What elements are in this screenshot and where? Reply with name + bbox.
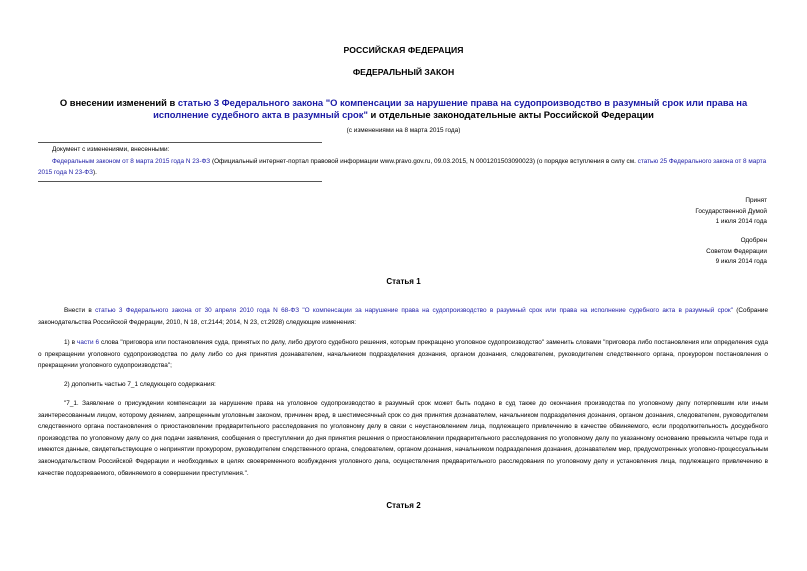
article-1-heading: Статья 1: [386, 277, 421, 286]
title-suffix: и отдельные законодательные акты Российской Федерации: [367, 109, 654, 120]
title-prefix: О внесении изменений в: [59, 97, 178, 108]
article-1-intro: [38, 305, 768, 328]
changes-text: (Официальный интернет-портал правовой информации www.pravo.gov.ru, 09.03.2015, N 0001201503090023) (о порядке вступления в силу см.: [210, 157, 638, 165]
title-link[interactable]: статью 3 Федерального закона "О компенсации за нарушение права на судопроизводство в разумный срок или права на исполнение судебного акта в разумный срок": [153, 97, 748, 120]
country-heading: РОССИЙСКАЯ ФЕДЕРАЦИЯ: [343, 45, 464, 55]
accepted-label: Принят: [745, 197, 767, 204]
article-2-heading: Статья 2: [386, 501, 421, 510]
adoption-block-duma: [567, 196, 767, 228]
divider-top: [38, 142, 322, 143]
item-1-link[interactable]: части 6: [77, 339, 100, 346]
article-1-intro-link[interactable]: статью 3 Федерального закона от 30 апреля 2010 года N 68-ФЗ "О компенсации за нарушение права на судопроизводство в разумный срок или права на исполнение судебного акта в разумный срок": [95, 307, 733, 314]
article-1-intro-pre: Внести в: [64, 307, 96, 314]
changes-link-article[interactable]: статью 25 Федерального закона от 8 марта 2015 года N 23-ФЗ: [38, 157, 767, 176]
approved-label: Одобрен: [740, 237, 767, 244]
item-2-text: 2) дополнить частью 7_1 следующего содержания:: [64, 381, 216, 388]
approved-by: Советом Федерации: [706, 247, 767, 255]
quote-text: "7_1. Заявление о присуждении компенсации за нарушение права на уголовное судопроизводство в разумный срок может быть подано в суд также до окончания производства по уголовному делу потерпевшим или иным заинтересованным лицом, которому деянием, запрещенным уголовным законом, причинен вред, в шестимесячный срок со дня принятия дознавателем, начальником подразделения дознания, органом дознания, следователем, руководителем следственного органа постановления о приостановлении предварительного расследования по уголовному делу в связи с неустановлением лица, подлежащего привлечению в качестве обвиняемого, если продолжительность досудебного производства по уголовному делу со дня подачи заявления, сообщения о преступлении до дня принятия решения о приостановлении предварительного расследования по уголовному делу по указанному основанию превысила четыре года и имеются данные, свидетельствующие о непринятии прокурором, руководителем следственного органа, следователем, органом дознания, начальником подразделения дознания, дознавателем мер, предусмотренных уголовно-процессуальным законодательством Российской Федерации и необходимых в целях своевременного возбуждения уголовного дела, осуществления предварительного расследования по уголовному делу и установления лица, подлежащего привлечению в качестве подозреваемого, обвиняемого в совершении преступления.".: [38, 400, 768, 477]
adoption-block-council: [567, 236, 767, 268]
document-subtitle: (с изменениями на 8 марта 2015 года): [346, 127, 461, 134]
item-1-pre: 1) в: [64, 339, 77, 346]
changes-note: [38, 144, 773, 179]
article-1-item-1: [38, 337, 768, 372]
accepted-by: Государственной Думой: [695, 207, 767, 215]
changes-text-end: ).: [93, 169, 97, 176]
accepted-date: 1 июля 2014 года: [715, 218, 767, 225]
doc-type-heading: ФЕДЕРАЛЬНЫЙ ЗАКОН: [352, 67, 455, 77]
article-1-item-2: [38, 379, 768, 391]
changes-body: [38, 156, 773, 179]
approved-date: 9 июля 2014 года: [715, 258, 767, 265]
article-1-quote: [38, 398, 768, 479]
document-title: [46, 97, 761, 121]
divider-bottom: [38, 181, 322, 182]
changes-intro: Документ с изменениями, внесенными:: [52, 146, 170, 153]
changes-link-law[interactable]: Федеральным законом от 8 марта 2015 года N 23-ФЗ: [52, 157, 211, 165]
item-1-post: слова "приговора или постановления суда, принятых по делу, либо другого судебного решения, которым прекращено уголовное судопроизводство" заменить словами "приговора либо постановления или определения суда о прекращении уголовного судопроизводства по делу либо со дня принятия дознавателем, начальником подразделения дознания, органом дознания, следователем, руководителем следственного органа, прокурором постановления о прекращении уголовного судопроизводства";: [38, 339, 769, 370]
article-1-intro-post: (Собрание законодательства Российской Федерации, 2010, N 18, ст.2144; 2014, N 23, ст.2928) следующие изменения:: [38, 307, 769, 326]
